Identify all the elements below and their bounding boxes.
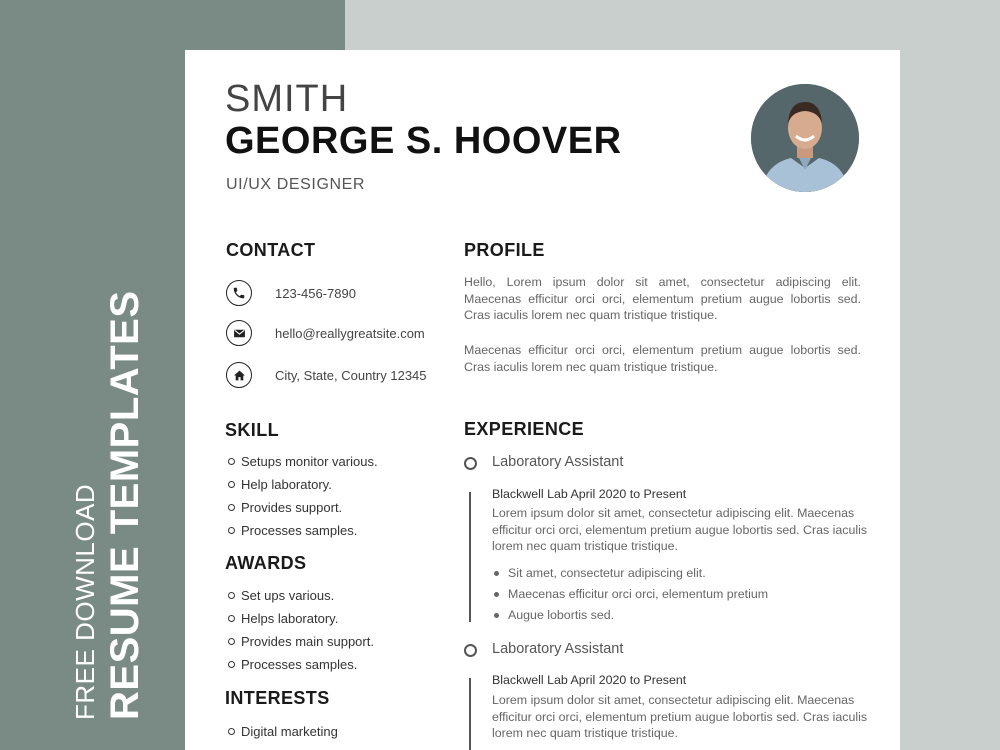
phone-icon (226, 280, 252, 306)
skill-heading: SKILL (225, 420, 279, 440)
interest-item: Digital marketing (228, 724, 338, 739)
skill-item: Setups monitor various. (228, 454, 378, 469)
job-role: UI/UX DESIGNER (226, 176, 366, 193)
phone-text: 123-456-7890 (275, 285, 356, 301)
bullet-icon (228, 592, 235, 599)
job-bullet: Sit amet, consectetur adipiscing elit. (494, 566, 706, 580)
home-icon (226, 362, 252, 388)
contact-phone (226, 280, 356, 306)
interests-heading: INTERESTS (225, 688, 330, 708)
job-bullet: Augue lobortis sed. (494, 608, 614, 622)
bullet-icon (228, 527, 235, 534)
banner-line-1: FREE DOWNLOAD (70, 483, 100, 720)
bullet-icon (228, 638, 235, 645)
awards-heading: AWARDS (225, 553, 307, 573)
bullet-icon (228, 458, 235, 465)
award-item: Helps laboratory. (228, 611, 338, 626)
job-title: Laboratory Assistant (492, 641, 624, 657)
timeline-node (464, 457, 477, 470)
address-text: City, State, Country 12345 (275, 367, 427, 383)
contact-heading: CONTACT (226, 240, 316, 260)
skill-item: Processes samples. (228, 523, 357, 538)
job-description: Lorem ipsum dolor sit amet, consectetur adipiscing elit. Maecenas efficitur orci orci, elementum pretium augue lobortis sed. Cras iaculis lorem nec quam tristique tristique. (492, 693, 868, 740)
skill-item: Help laboratory. (228, 477, 332, 492)
job-bullet: Maecenas efficitur orci orci, elementum pretium (494, 587, 768, 601)
resume-page (185, 50, 900, 750)
award-item: Processes samples. (228, 657, 357, 672)
experience-heading: EXPERIENCE (464, 419, 585, 439)
email-icon (226, 320, 252, 346)
profile-paragraph-1: Hello, Lorem ipsum dolor sit amet, consectetur adipiscing elit. Maecenas efficitur orci orci, elementum pretium augue lobortis sed. Cras iaculis lorem nec quam tristique tristique. (464, 275, 861, 322)
bullet-icon (494, 571, 499, 576)
contact-email (226, 320, 425, 346)
skill-item: Provides support. (228, 500, 342, 515)
full-name: GEORGE S. HOOVER (225, 120, 622, 162)
timeline-node (464, 644, 477, 657)
avatar (751, 84, 859, 192)
job-meta: Blackwell Lab April 2020 to Present (492, 487, 687, 501)
timeline-line (469, 678, 471, 750)
bullet-icon (228, 728, 235, 735)
contact-address (226, 362, 427, 388)
job-meta: Blackwell Lab April 2020 to Present (492, 673, 687, 687)
email-text: hello@reallygreatsite.com (275, 325, 425, 341)
bullet-icon (228, 615, 235, 622)
profile-paragraph-2: Maecenas efficitur orci orci, elementum pretium augue lobortis sed. Cras iaculis lorem nec quam tristique tristique. (464, 343, 861, 374)
timeline-line (469, 492, 471, 622)
award-item: Set ups various. (228, 588, 334, 603)
bullet-icon (228, 661, 235, 668)
job-title: Laboratory Assistant (492, 454, 624, 470)
bullet-icon (228, 481, 235, 488)
bullet-icon (494, 592, 499, 597)
banner-line-2: RESUME TEMPLATES (103, 290, 147, 720)
last-name: SMITH (225, 78, 349, 120)
bullet-icon (228, 504, 235, 511)
profile-heading: PROFILE (464, 240, 545, 260)
bullet-icon (494, 613, 499, 618)
job-description: Lorem ipsum dolor sit amet, consectetur adipiscing elit. Maecenas efficitur orci orci, elementum pretium augue lobortis sed. Cras iaculis lorem nec quam tristique tristique. (492, 506, 868, 553)
side-banner (70, 290, 148, 720)
award-item: Provides main support. (228, 634, 374, 649)
